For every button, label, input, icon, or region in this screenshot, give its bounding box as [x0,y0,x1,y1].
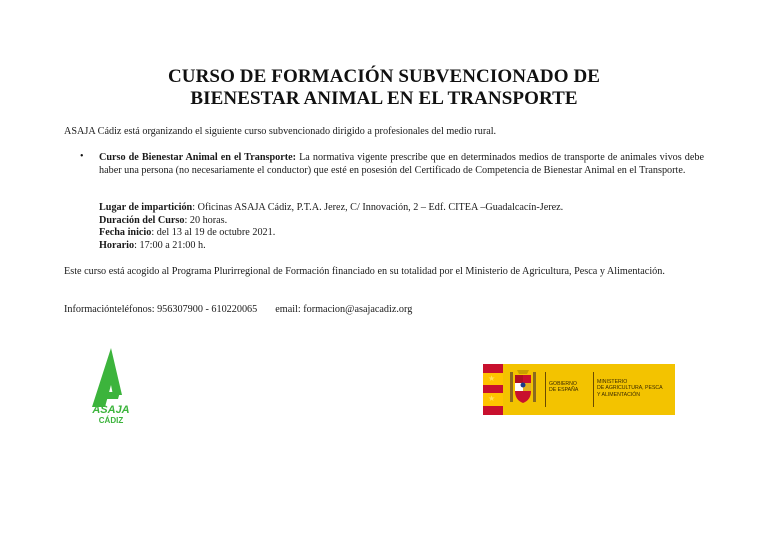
detail-duration-label: Duración del Curso [99,214,185,226]
gobierno-text: GOBIERNO DE ESPAÑA [549,381,579,394]
detail-schedule [99,240,659,253]
bullet-marker: • [80,151,84,162]
detail-location [99,202,659,215]
asaja-logo-sub: CÁDIZ [98,416,124,425]
document-title [0,66,768,110]
contact-phones: Informaciónteléfonos: 956307900 - 610220065 [64,304,258,315]
course-details [99,202,659,252]
detail-location-label: Lugar de impartición [99,202,193,213]
detail-start-date [99,227,659,240]
detail-location-value: : Oficinas ASAJA Cádiz, P.T.A. Jerez, C/ Innovación, 2 – Edf. CITEA –Guadalcacín-Jerez. [192,202,564,213]
asaja-logo-name: ASAJA [92,404,130,416]
coat-of-arms-icon [507,369,539,410]
course-name: Curso de Bienestar Animal en el Transporte: [99,152,297,163]
gobierno-ministerio-logo [483,364,675,415]
contact-email: email: formacion@asajacadiz.org [275,304,413,315]
intro-paragraph: ASAJA Cádiz está organizando el siguiente curso subvencionado dirigido a profesionales del medio rural. [64,126,497,137]
title-line-1: CURSO DE FORMACIÓN SUBVENCIONADO DE [167,66,601,87]
funding-note: Este curso está acogido al Programa Plurirregional de Formación financiado en su totalidad por el Ministerio de Agricultura, Pesca y Alimentación. [64,266,665,277]
detail-start-date-label: Fecha inicio [99,227,152,239]
detail-duration-value: : 20 horas. [184,214,228,226]
detail-schedule-value: : 17:00 a 21:00 h. [134,239,206,251]
detail-duration [99,215,659,228]
course-description: La normativa vigente prescribe que en determinados medios de transporte de animales vivos debe haber una persona (no necesariamente el conductor) que esté en posesión del Certificado de Competencia de Bienestar Animal en el Transporte. [99,152,704,176]
asaja-cadiz-logo [80,347,142,425]
detail-start-date-value: : del 13 al 19 de octubre 2021. [151,227,276,239]
contact-line [64,304,704,317]
title-line-2: BIENESTAR ANIMAL EN EL TRANSPORTE [190,88,578,109]
course-bullet [99,152,704,177]
ministerio-text: MINISTERIO DE AGRICULTURA, PESCA Y ALIMENTACIÓN [597,379,663,398]
eu-stars-flag-icon: ★ ★ [483,364,503,415]
detail-schedule-label: Horario [99,239,135,251]
